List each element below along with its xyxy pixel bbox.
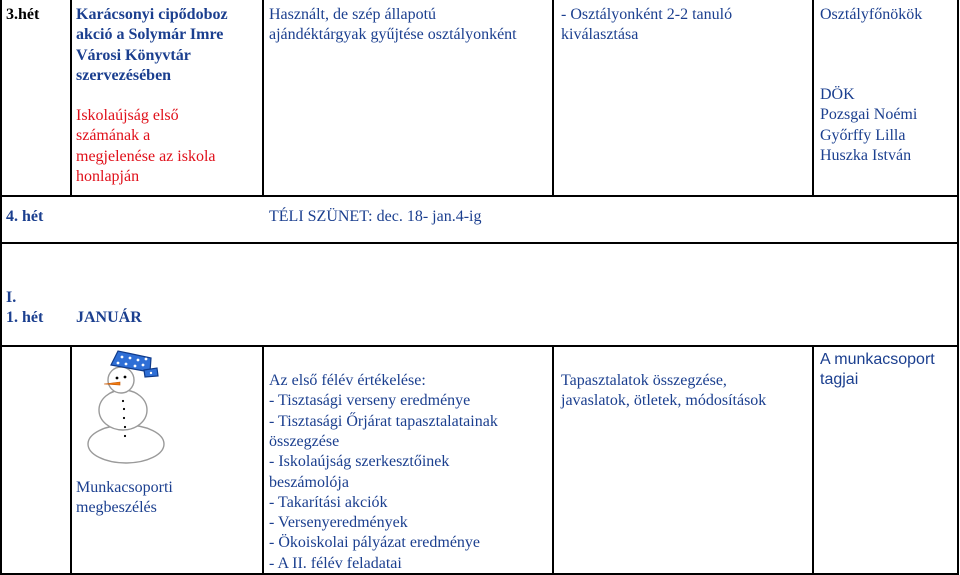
row-divider-1 bbox=[0, 195, 959, 197]
row1-event-red-line: honlapján bbox=[76, 167, 140, 185]
row1-resp-line: DÖK bbox=[820, 86, 855, 103]
row1-week: 3.hét bbox=[6, 6, 40, 23]
row1-task-line: ajándéktárgyak gyűjtése osztályonként bbox=[269, 26, 517, 44]
row1-task-line: Használt, de szép állapotú bbox=[269, 6, 437, 23]
row3-resp-line: tagjai bbox=[820, 371, 859, 389]
row1-event-line: Karácsonyi cipődoboz bbox=[76, 6, 228, 23]
row1-event-red-line: számának a bbox=[76, 127, 151, 145]
row1-note-line: kiválasztása bbox=[561, 26, 639, 44]
column-divider-4b bbox=[812, 345, 814, 575]
agenda-line: - Iskolaújság szerkesztőinek bbox=[269, 453, 450, 471]
table-border-right bbox=[957, 0, 959, 575]
row1-resp-title: Osztályfőnökök bbox=[820, 6, 923, 23]
row2-holiday: TÉLI SZÜNET: dec. 18- jan.4-ig bbox=[269, 208, 482, 225]
row3-month: JANUÁR bbox=[76, 309, 142, 327]
row1-event-line: Városi Könyvtár bbox=[76, 46, 191, 64]
row3-meeting-line: megbeszélés bbox=[76, 499, 157, 517]
row3-week-line: 1. hét bbox=[6, 309, 44, 327]
row-divider-2 bbox=[0, 242, 959, 244]
row1-event-red-line: megjelenése az iskola bbox=[76, 147, 216, 165]
table-border-left bbox=[0, 0, 2, 575]
agenda-line: - Takarítási akciók bbox=[269, 493, 388, 511]
column-divider-4 bbox=[812, 0, 814, 195]
column-divider-2 bbox=[262, 0, 264, 195]
row1-note-line: - Osztályonként 2-2 tanuló bbox=[561, 6, 733, 23]
agenda-line: beszámolója bbox=[269, 473, 349, 491]
column-divider-3b bbox=[552, 345, 554, 575]
agenda-line: - Ökoiskolai pályázat eredménye bbox=[269, 534, 481, 552]
column-divider-1 bbox=[70, 0, 72, 195]
row3-resp-line: A munkacsoport bbox=[820, 351, 935, 368]
row1-event-line: szervezésében bbox=[76, 66, 172, 84]
agenda-line: - A II. félév feladatai bbox=[269, 554, 402, 572]
agenda-line: - Tisztasági verseny eredménye bbox=[269, 392, 471, 410]
column-divider-3 bbox=[552, 0, 554, 195]
agenda-line: - Tisztasági Őrjárat tapasztalatainak bbox=[269, 412, 498, 430]
agenda-line: összegzése bbox=[269, 432, 340, 450]
row1-resp-line: Huszka István bbox=[820, 146, 912, 164]
row1-event-line: akció a Solymár Imre bbox=[76, 26, 224, 44]
agenda-line: - Versenyeredmények bbox=[269, 514, 408, 532]
row3-summary-line: Tapasztalatok összegzése, bbox=[561, 372, 727, 389]
snowman-icon bbox=[78, 346, 178, 464]
row1-resp-line: Győrffy Lilla bbox=[820, 126, 906, 144]
row1-resp-line: Pozsgai Noémi bbox=[820, 106, 918, 124]
row3-summary-line: javaslatok, ötletek, módosítások bbox=[561, 392, 767, 410]
row3-week-line: I. bbox=[6, 289, 17, 306]
agenda-line: Az első félév értékelése: bbox=[269, 372, 426, 389]
row2-week: 4. hét bbox=[6, 208, 44, 225]
column-divider-2b bbox=[262, 345, 264, 575]
row3-meeting-line: Munkacsoporti bbox=[76, 479, 173, 496]
column-divider-1b bbox=[70, 345, 72, 575]
row1-event-red-line: Iskolaújság első bbox=[76, 107, 179, 124]
